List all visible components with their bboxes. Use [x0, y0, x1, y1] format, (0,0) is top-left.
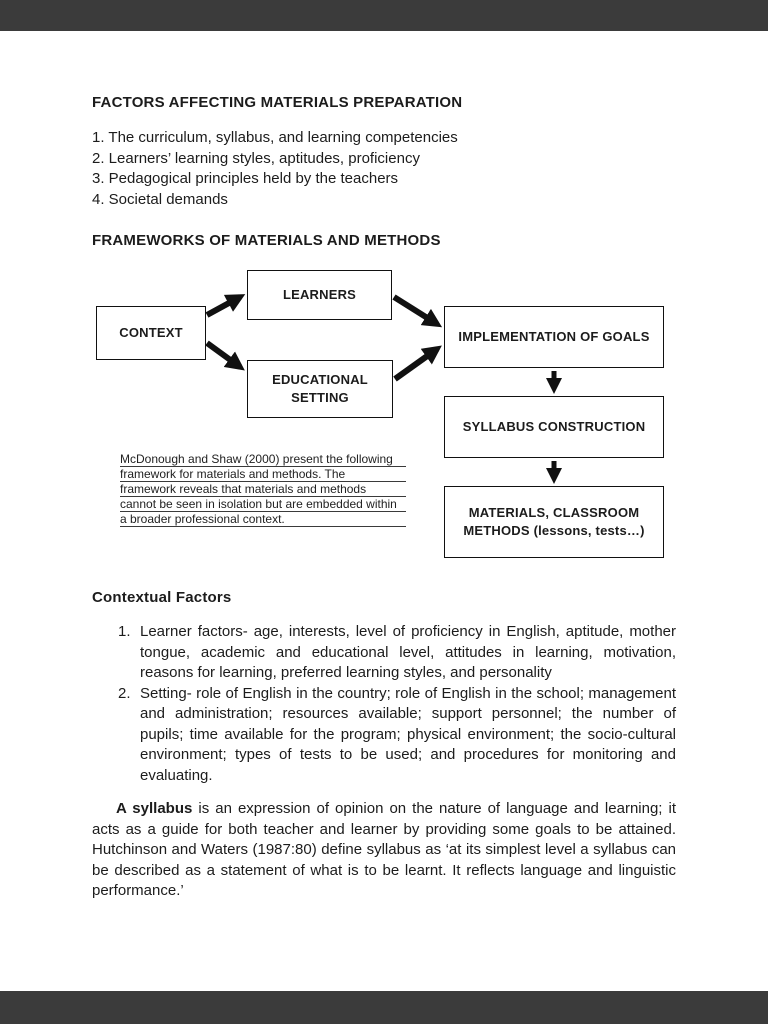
- heading-frameworks: FRAMEWORKS OF MATERIALS AND METHODS: [92, 232, 441, 249]
- factors-list: [92, 128, 676, 210]
- frameworks-diagram: [0, 265, 768, 565]
- factors-list-item: 1. The curriculum, syllabus, and learning competencies: [92, 129, 458, 146]
- factors-list-item: 2. Learners’ learning styles, aptitudes, proficiency: [92, 149, 420, 167]
- diagram-caption-line: framework for materials and methods. The: [120, 467, 406, 482]
- syllabus-paragraph: [92, 799, 676, 902]
- contextual-factors-list: [92, 622, 676, 786]
- list-item-number: 2.: [118, 684, 131, 702]
- heading-contextual-factors: Contextual Factors: [92, 589, 232, 606]
- diagram-caption-line: framework reveals that materials and methods: [120, 482, 406, 497]
- diagram-box-materials-classroom-methods: MATERIALS, CLASSROOM METHODS (lessons, tests…): [444, 486, 664, 558]
- diagram-box-implementation-of-goals: IMPLEMENTATION OF GOALS: [444, 306, 664, 368]
- arrow-context-to-learners: [207, 297, 240, 315]
- diagram-caption-line: McDonough and Shaw (2000) present the following: [120, 452, 406, 467]
- list-item-text: Learner factors- age, interests, level of proficiency in English, aptitude, mother tongue, academic and educational level, attitudes in learning, motivation, reasons for learning, preferred learning styles, and personality: [140, 623, 676, 681]
- viewer-top-bar: [0, 0, 768, 31]
- diagram-box-context: CONTEXT: [96, 306, 206, 360]
- arrow-context-to-educational-setting: [207, 343, 240, 367]
- diagram-box-syllabus-construction: SYLLABUS CONSTRUCTION: [444, 396, 664, 458]
- document-upper-content: [0, 31, 768, 249]
- arrow-educational-setting-to-implementation: [395, 349, 437, 379]
- arrow-learners-to-implementation: [394, 297, 437, 324]
- contextual-list-item: [92, 622, 676, 684]
- diagram-caption: [120, 452, 406, 527]
- syllabus-paragraph-body: is an expression of opinion on the nature of language and learning; it acts as a guide for both teacher and learner by providing some goals to be attained. Hutchinson and Waters (1987:80) define syllabus as ‘at its simplest level a syllabus can be described as a statement of what is to be learnt. It reflects language and linguistic performance.’: [92, 800, 676, 899]
- list-item-number: 1.: [118, 623, 131, 640]
- diagram-box-educational-setting: EDUCATIONAL SETTING: [247, 360, 393, 418]
- syllabus-paragraph-lead: A syllabus: [116, 800, 193, 817]
- factors-list-item: 4. Societal demands: [92, 190, 228, 208]
- diagram-box-learners: LEARNERS: [247, 270, 392, 320]
- heading-factors: FACTORS AFFECTING MATERIALS PREPARATION: [92, 94, 463, 111]
- factors-list-item: 3. Pedagogical principles held by the teachers: [92, 170, 399, 187]
- contextual-list-item: [92, 684, 676, 787]
- viewer-bottom-bar: [0, 991, 768, 1024]
- document-lower-content: [0, 589, 768, 902]
- document-page: [0, 31, 768, 991]
- diagram-caption-line: a broader professional context.: [120, 512, 406, 527]
- diagram-caption-line: cannot be seen in isolation but are embedded within: [120, 497, 406, 512]
- list-item-text: Setting- role of English in the country; role of English in the school; management and administration; resources available; support personnel; the number of pupils; time available for the program; physical environment; the socio-cultural environment; types of tests to be used; and procedures for monitoring and evaluating.: [140, 684, 676, 784]
